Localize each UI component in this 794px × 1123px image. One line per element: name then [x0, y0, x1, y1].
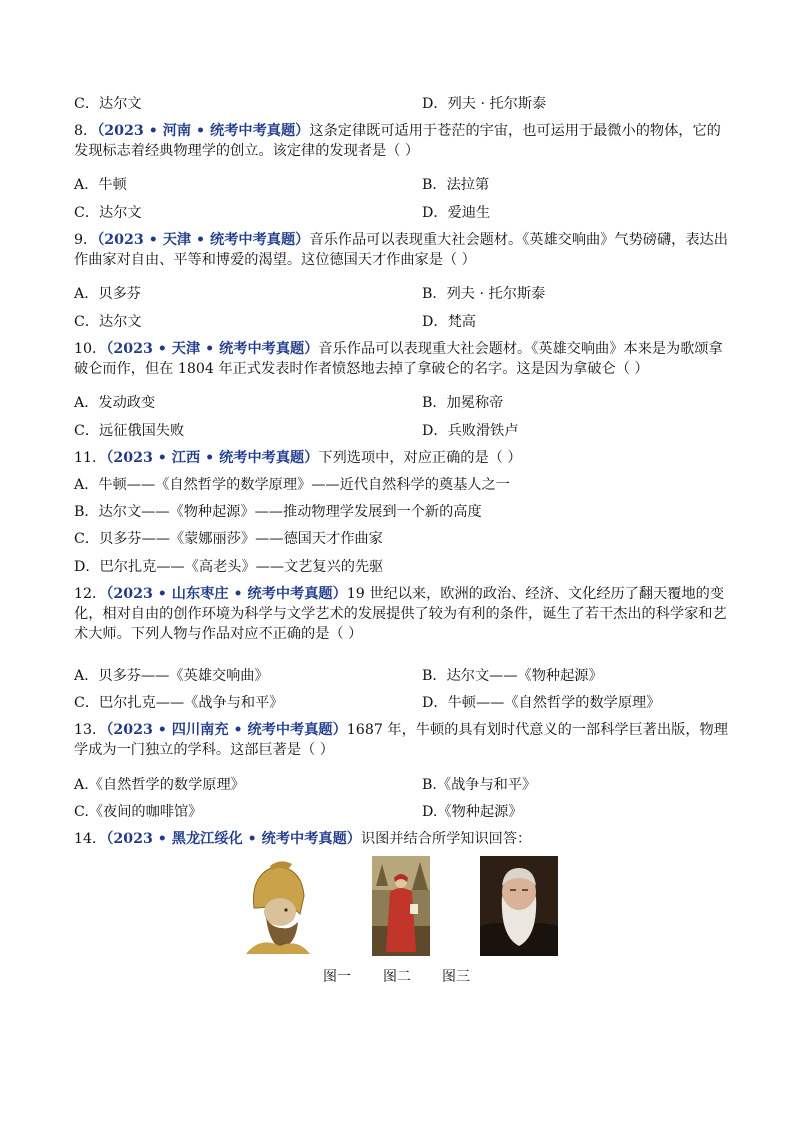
q11-option-b: B．达尔文——《物种起源》——推动物理学发展到一个新的高度 [74, 504, 482, 520]
question-10: 10．（2023 • 天津 • 统考中考真题）音乐作品可以表现重大社会题材。《英雄交响曲》本来是为歌颂拿破仑而作，但在 1804 年正式发表时作者愤怒地去掉了拿破仑的名字。这是因为拿破仑（ ） [74, 341, 723, 377]
q12-options-cd [74, 693, 661, 713]
figure-1-helmeted-bust [240, 856, 312, 956]
question-text: 这条定律既可适用于苍茫的宇宙，也可运用于最微小的物体，它的发现标志着经典物理学的创立。该定律的发现者是（ ） [74, 123, 721, 159]
q8-options-ab [74, 175, 490, 195]
q7-options-cd [74, 94, 547, 114]
option-a: A．贝多芬——《英雄交响曲》 [74, 668, 269, 684]
question-source: （2023 • 江西 • 统考中考真题） [106, 450, 319, 466]
q10-options-cd [74, 421, 519, 441]
question-11: 11．（2023 • 江西 • 统考中考真题）下列选项中，对应正确的是（ ） [74, 450, 522, 466]
question-text: 音乐作品可以表现重大社会题材。《英雄交响曲》气势磅礴，表达出作曲家对自由、平等和博爱的渴望。这位德国天才作曲家是（ ） [74, 232, 728, 268]
option-d: D．爱迪生 [422, 205, 491, 221]
option-c: C.《夜间的咖啡馆》 [74, 804, 203, 820]
option-d: D．兵败滑铁卢 [422, 423, 519, 439]
q11-option-a: A．牛顿——《自然哲学的数学原理》——近代自然科学的奠基人之一 [74, 477, 510, 493]
question-text: 下列选项中，对应正确的是（ ） [318, 450, 522, 466]
figure-row [0, 856, 794, 956]
option-a: A．贝多芬 [74, 286, 141, 302]
question-text: 1687 年，牛顿的具有划时代意义的一部科学巨著出版，物理学成为一门独立的学科。这部巨著是（ ） [74, 722, 728, 758]
option-b: B．列夫 · 托尔斯泰 [422, 286, 546, 302]
option-d: D．牛顿——《自然哲学的数学原理》 [422, 695, 661, 711]
option-b: B．达尔文——《物种起源》 [422, 668, 603, 684]
question-13: 13．（2023 • 四川南充 • 统考中考真题）1687 年，牛顿的具有划时代意义的一部科学巨著出版，物理学成为一门独立的学科。这部巨著是（ ） [74, 722, 728, 758]
option-c: C．达尔文 [74, 205, 142, 221]
option-d: D．梵高 [422, 314, 476, 330]
q10-options-ab [74, 393, 504, 413]
question-8: 8．（2023 • 河南 • 统考中考真题）这条定律既可适用于苍茫的宇宙，也可运用于最微小的物体，它的发现标志着经典物理学的创立。该定律的发现者是（ ） [74, 123, 721, 159]
q13-options-ab [74, 775, 537, 795]
option-c: C．远征俄国失败 [74, 423, 185, 439]
question-14: 14．（2023 • 黑龙江绥化 • 统考中考真题）识图并结合所学知识回答： [74, 831, 532, 847]
question-source: （2023 • 天津 • 统考中考真题） [106, 341, 319, 357]
q8-options-cd [74, 203, 491, 223]
caption-figure-3: 图三 [442, 969, 470, 985]
question-source: （2023 • 天津 • 统考中考真题） [97, 232, 310, 248]
option-b: B．法拉第 [422, 177, 490, 193]
question-text: 识图并结合所学知识回答： [360, 831, 532, 847]
figure-3-bearded-portrait [480, 856, 558, 956]
option-b: B．加冕称帝 [422, 395, 504, 411]
option-d: D.《物种起源》 [422, 804, 523, 820]
option-a: A.《自然哲学的数学原理》 [74, 777, 245, 793]
option-b: B.《战争与和平》 [422, 777, 537, 793]
question-source: （2023 • 河南 • 统考中考真题） [97, 123, 310, 139]
caption-figure-1: 图一 [323, 969, 351, 985]
caption-figure-2: 图二 [383, 969, 411, 985]
q9-options-cd [74, 312, 476, 332]
option-c: C．巴尔扎克——《战争与和平》 [74, 695, 284, 711]
option-a: A．牛顿 [74, 177, 127, 193]
question-source: （2023 • 黑龙江绥化 • 统考中考真题） [106, 831, 361, 847]
q11-option-c: C．贝多芬——《蒙娜丽莎》——德国天才作曲家 [74, 531, 383, 547]
question-9: 9．（2023 • 天津 • 统考中考真题）音乐作品可以表现重大社会题材。《英雄交响曲》气势磅礴，表达出作曲家对自由、平等和博爱的渴望。这位德国天才作曲家是（ ） [74, 232, 728, 268]
option-c: C．达尔文 [74, 314, 142, 330]
question-12: 12．（2023 • 山东枣庄 • 统考中考真题）19 世纪以来，欧洲的政治、经济、文化经历了翻天覆地的变化，相对自由的创作环境为科学与文学艺术的发展提供了较为有利的条件，诞生了若干杰出的科学家和艺术大师。下列人物与作品对应不正确的是（ ） [74, 586, 727, 642]
question-source: （2023 • 四川南充 • 统考中考真题） [106, 722, 347, 738]
question-text: 19 世纪以来，欧洲的政治、经济、文化经历了翻天覆地的变化，相对自由的创作环境为科学与文学艺术的发展提供了较为有利的条件，诞生了若干杰出的科学家和艺术大师。下列人物与作品对应不正确的是（ ） [74, 586, 727, 642]
q9-options-ab [74, 284, 546, 304]
q12-options-ab [74, 666, 603, 686]
option-c: C．达尔文 [74, 96, 142, 112]
option-a: A．发动政变 [74, 395, 156, 411]
question-text: 音乐作品可以表现重大社会题材。《英雄交响曲》本来是为歌颂拿破仑而作，但在 1804 年正式发表时作者愤怒地去掉了拿破仑的名字。这是因为拿破仑（ ） [74, 341, 723, 377]
option-d: D．列夫 · 托尔斯泰 [422, 96, 547, 112]
figure-2-dante-painting [372, 856, 430, 956]
q11-option-d: D．巴尔扎克——《高老头》——文艺复兴的先驱 [74, 559, 384, 575]
q13-options-cd [74, 802, 523, 822]
question-source: （2023 • 山东枣庄 • 统考中考真题） [106, 586, 347, 602]
